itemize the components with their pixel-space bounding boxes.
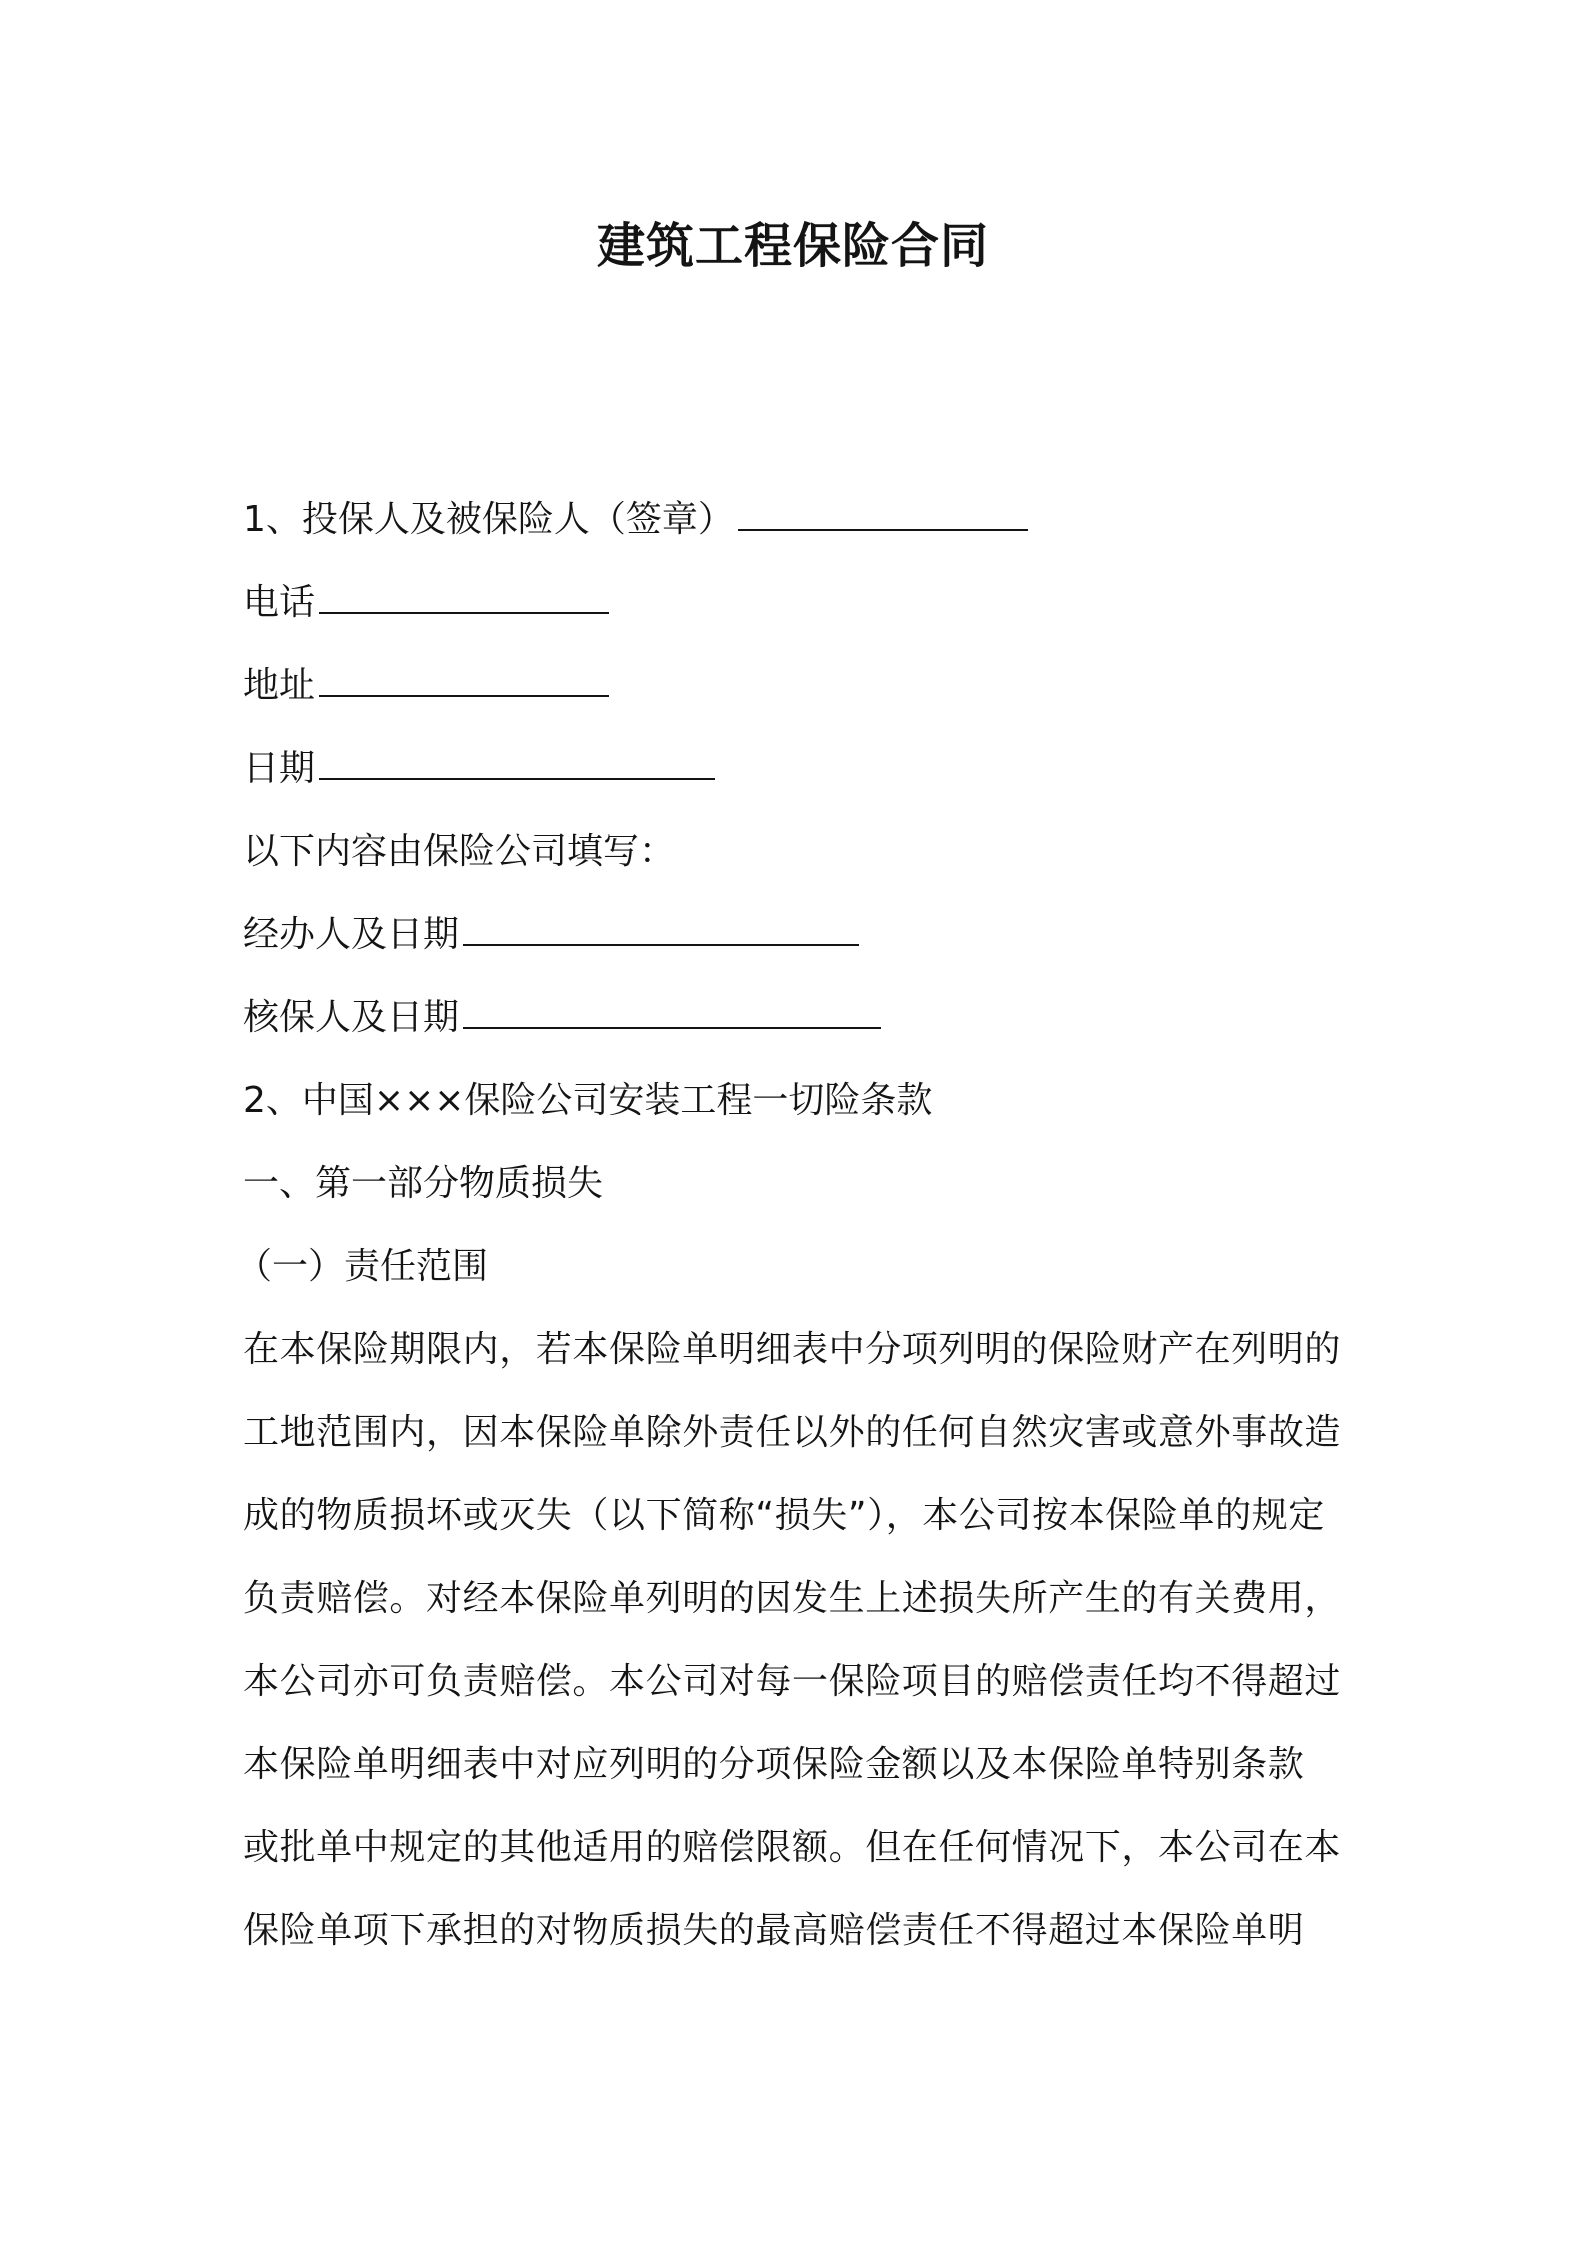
underwriter-label: 核保人及日期 [243,997,460,1038]
underwriter-blank[interactable] [463,993,881,1029]
insurer-note: 以下内容由保险公司填写： [243,831,676,872]
handler-line [243,909,859,961]
applicant-label: 1、投保人及被保险人（签章） [243,499,734,540]
sub-heading: （一）责任范围 [236,1246,489,1287]
address-blank[interactable] [319,661,609,697]
underwriter-line [243,992,881,1044]
address-line [243,660,609,712]
date-blank[interactable] [319,744,715,780]
paragraph-line: 本保险单明细表中对应列明的分项保险金额以及本保险单特别条款 [243,1744,1305,1785]
paragraph-line: 或批单中规定的其他适用的赔偿限额。但在任何情况下，本公司在本 [243,1827,1342,1868]
phone-blank[interactable] [319,578,609,614]
applicant-signature-blank[interactable] [738,495,1028,531]
handler-label: 经办人及日期 [243,914,460,955]
applicant-signature-line [243,494,1028,546]
paragraph-line: 保险单项下承担的对物质损失的最高赔偿责任不得超过本保险单明 [243,1910,1305,1951]
document-title: 建筑工程保险合同 [596,218,989,274]
paragraph-line: 负责赔偿。对经本保险单列明的因发生上述损失所产生的有关费用， [243,1578,1342,1619]
date-line [243,743,715,795]
phone-label: 电话 [243,582,316,623]
paragraph-line: 成的物质损坏或灭失（以下简称“损失”），本公司按本保险单的规定 [243,1495,1325,1536]
paragraph-line: 本公司亦可负责赔偿。本公司对每一保险项目的赔偿责任均不得超过 [243,1661,1342,1702]
date-label: 日期 [243,748,316,789]
paragraph-line: 在本保险期限内，若本保险单明细表中分项列明的保险财产在列明的 [243,1329,1342,1370]
phone-line [243,577,609,629]
section-heading: 2、中国×××保险公司安装工程一切险条款 [243,1080,933,1121]
part-heading: 一、第一部分物质损失 [243,1163,604,1204]
handler-blank[interactable] [463,910,859,946]
address-label: 地址 [243,665,316,706]
paragraph-line: 工地范围内，因本保险单除外责任以外的任何自然灾害或意外事故造 [243,1412,1342,1453]
